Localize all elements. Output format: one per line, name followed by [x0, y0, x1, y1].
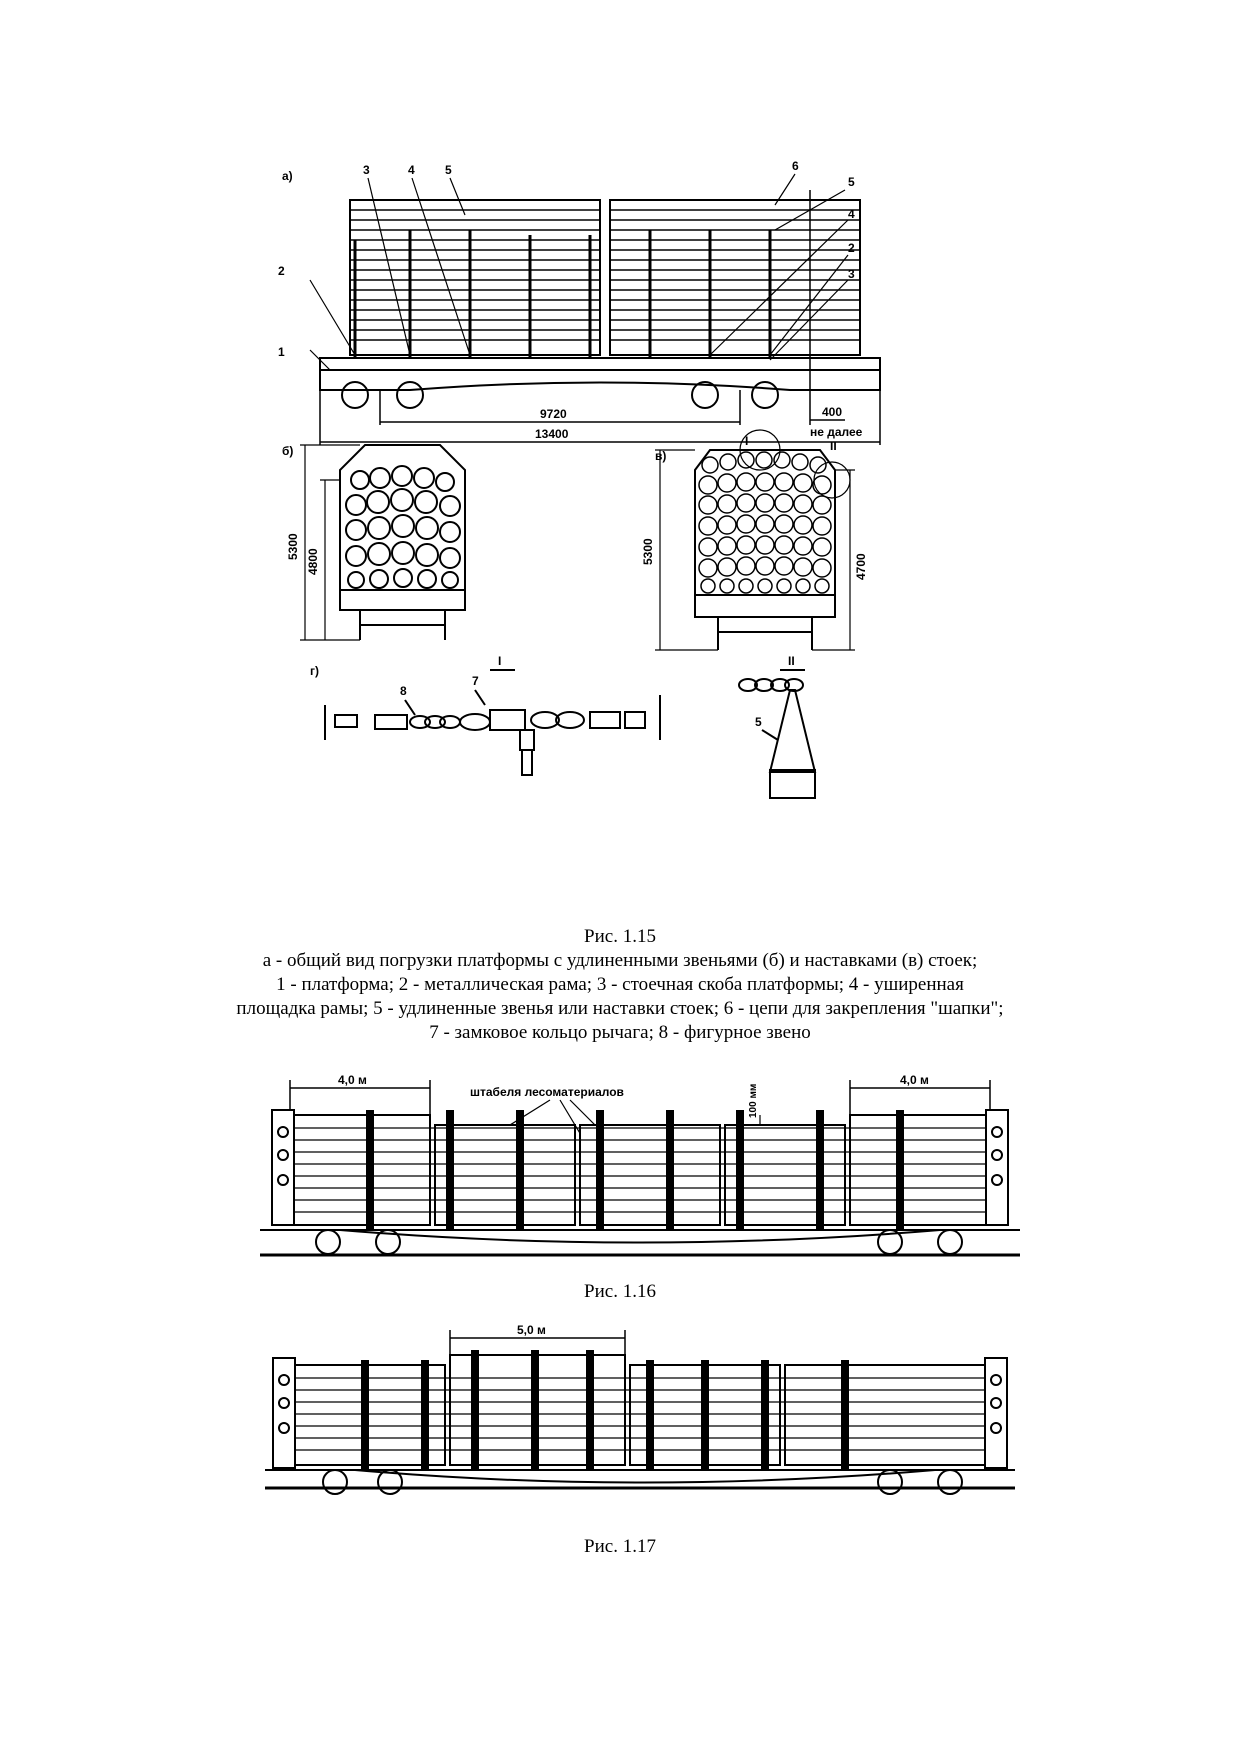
dim-b-inner: 4800 [306, 548, 320, 575]
view-a-log-stack-left [350, 200, 600, 355]
dim-400: 400 [822, 405, 843, 419]
fig116-log-stacks [290, 1115, 990, 1225]
callout-5-top: 5 [445, 163, 452, 177]
caption-line-4: 7 - замковое кольцо рычага; 8 - фигурное звено [429, 1022, 811, 1043]
callout-2-left: 2 [278, 264, 285, 278]
dim-v-total: 5300 [641, 538, 655, 565]
fig116-dim-left: 4,0 м [338, 1073, 367, 1087]
callout-3-top: 3 [363, 163, 370, 177]
fig117-platform [265, 1470, 1015, 1494]
fig117-dim-center: 5,0 м [517, 1323, 546, 1337]
dim-13400: 13400 [535, 427, 569, 441]
callout-2-right: 2 [848, 241, 855, 255]
caption-line-1: а - общий вид погрузки платформы с удлиненными звеньями (б) и наставками (в) стоек; [262, 950, 978, 971]
callout-1-left: 1 [278, 345, 285, 359]
dim-9720: 9720 [540, 407, 567, 421]
view-a-label: а) [282, 169, 293, 183]
view-v-label: в) [655, 449, 667, 463]
detail-ii-title: II [788, 654, 795, 668]
caption-fig-1-16: Рис. 1.16 [584, 1281, 656, 1302]
detail-ii [739, 670, 815, 798]
view-b-label: б) [282, 444, 294, 458]
callout-6-right: 6 [792, 159, 799, 173]
figure-1-17 [265, 1320, 1015, 1490]
callout-4-right: 4 [848, 207, 855, 221]
figure-1-16 [260, 1070, 1020, 1250]
fig116-label-stacks: штабеля лесоматериалов [470, 1085, 624, 1099]
callout-5-right: 5 [848, 175, 855, 189]
view-b-cross-section [300, 445, 465, 640]
view-v-cross-section [655, 430, 855, 650]
detail-i-marker: I [745, 434, 749, 448]
callout-7: 7 [472, 674, 479, 688]
callout-5-detail: 5 [755, 715, 762, 729]
view-g-chain [325, 670, 660, 775]
callout-3-right: 3 [848, 267, 855, 281]
fig116-dim-gap: 100 мм [748, 1083, 759, 1118]
caption-title: Рис. 1.15 [584, 926, 656, 947]
caption-line-2: 1 - платформа; 2 - металлическая рама; 3 - стоечная скоба платформы; 4 - уширенная [276, 974, 964, 995]
callout-8: 8 [400, 684, 407, 698]
fig116-platform [260, 1230, 1020, 1254]
dim-v-inner: 4700 [854, 553, 868, 580]
detail-i-title: I [498, 654, 502, 668]
dim-b-total: 5300 [286, 533, 300, 560]
view-g-label: г) [310, 664, 319, 678]
detail-ii-marker: II [830, 439, 837, 453]
caption-fig-1-15 [0, 925, 1240, 1045]
dim-not-more: не далее [810, 425, 863, 439]
view-a-log-stack-right [610, 200, 860, 355]
caption-line-3: площадка рамы; 5 - удлиненные звенья или наставки стоек; 6 - цепи для закрепления "шапки"; [236, 998, 1004, 1019]
view-a-platform [320, 358, 880, 408]
figure-1-15 [278, 159, 980, 900]
fig116-dim-right: 4,0 м [900, 1073, 929, 1087]
fig117-log-stacks [295, 1355, 985, 1465]
callout-4-top: 4 [408, 163, 415, 177]
caption-fig-1-17: Рис. 1.17 [584, 1536, 656, 1557]
